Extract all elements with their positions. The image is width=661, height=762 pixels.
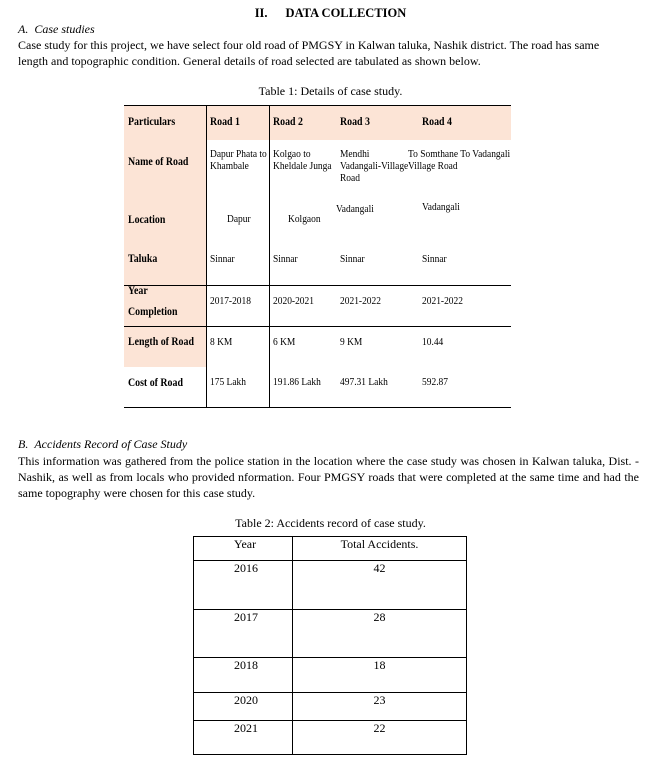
table2-total-cell: 28 <box>373 610 386 624</box>
section-number: II. <box>254 6 268 20</box>
table1-cell: Khambale <box>210 160 249 172</box>
table1-cell: Dapur <box>227 213 251 225</box>
table1-cell: Sinnar <box>210 253 235 265</box>
table2-header-cell: Year <box>234 537 257 551</box>
table1-cell: 2021-2022 <box>340 295 381 307</box>
table1-cell: Kheldale Junga <box>273 160 332 172</box>
paragraph-a-line: Case study for this project, we have select four old road of PMGSY in Kalwan taluka, Nashik district. The road has same <box>18 38 600 52</box>
table1-cell: Vadangali <box>422 201 460 213</box>
table1-header-cell: Road 2 <box>273 116 303 128</box>
table1-cell: 2020-2021 <box>273 295 314 307</box>
paragraph-a-line: length and topographic condition. General details of road selected are tabulated as shown below. <box>18 54 481 68</box>
table1-column-rule <box>206 105 207 408</box>
table1-cell: 592.87 <box>422 376 449 388</box>
table1-cell: Kolgao to <box>273 148 311 160</box>
table1-cell: Sinnar <box>273 253 298 265</box>
table2-year-cell: 2020 <box>234 693 258 707</box>
table1-row-label: Completion <box>128 306 178 318</box>
table2-total-cell: 22 <box>373 721 386 735</box>
table2-year-cell: 2018 <box>234 658 258 672</box>
table1-caption: Table 1: Details of case study. <box>258 84 403 98</box>
table1-cell: 8 KM <box>210 336 233 348</box>
table1-cell: 497.31 Lakh <box>340 376 388 388</box>
table1-row-label: Location <box>128 214 166 226</box>
table1-cell: 175 Lakh <box>210 376 246 388</box>
table1-cell: Village Road <box>408 160 458 172</box>
table1-rule <box>124 105 511 106</box>
paragraph-b-line: same topography were chosen for this case study. <box>18 486 256 500</box>
table1-row-label: Length of Road <box>128 336 194 348</box>
table1-cell: Road <box>340 172 360 184</box>
table1-shading <box>124 105 511 140</box>
table1-cell: Kolgaon <box>288 213 321 225</box>
table1-header-cell: Particulars <box>128 116 176 128</box>
paragraph-b-line: This information was gathered from the police station in the location where the case study was chosen in Kalwan taluka, Dist. - <box>18 454 639 468</box>
table1-row-label: Taluka <box>128 253 158 265</box>
table1-cell: To Somthane To Vadangali <box>408 148 511 160</box>
table2-total-cell: 18 <box>373 658 386 672</box>
table2-total-cell: 23 <box>373 693 386 707</box>
table2-year-cell: 2017 <box>234 610 258 624</box>
table1-rule <box>124 407 511 408</box>
table2-year-cell: 2016 <box>234 561 258 575</box>
subsection-a-title: Case studies <box>34 22 95 36</box>
table2-year-cell: 2021 <box>234 721 258 735</box>
paragraph-b-line: Nashik, as well as from locals who provided nformation. Four PMGSY roads that were completed at the same time and had the <box>18 470 639 484</box>
subsection-a-heading <box>18 22 95 37</box>
table1-cell: 6 KM <box>273 336 296 348</box>
table1-cell: 2017-2018 <box>210 295 251 307</box>
table2-header-cell: Total Accidents. <box>340 537 419 551</box>
section-title: DATA COLLECTION <box>285 6 407 20</box>
subsection-a-label: A. <box>18 22 29 36</box>
table1-rule <box>124 326 511 327</box>
paragraph-a <box>18 37 628 69</box>
table1-cell: Dapur Phata to <box>210 148 267 160</box>
table1-row-label: Cost of Road <box>128 377 183 389</box>
table1-rule <box>124 285 511 286</box>
table1-header-cell: Road 3 <box>340 116 370 128</box>
table2-total-cell: 42 <box>373 561 386 575</box>
table1-cell: Mendhi <box>340 148 370 160</box>
subsection-b-heading <box>18 437 187 452</box>
table2 <box>193 536 467 755</box>
table1-cell: Sinnar <box>340 253 365 265</box>
table1-row-label: Name of Road <box>128 156 189 168</box>
section-heading <box>0 6 661 21</box>
table1 <box>124 105 511 408</box>
table1-cell: 10.44 <box>422 336 444 348</box>
table1-column-rule <box>269 105 270 408</box>
table1-cell: Vadangali-Village <box>340 160 409 172</box>
table1-cell: 2021-2022 <box>422 295 463 307</box>
subsection-b-title: Accidents Record of Case Study <box>34 437 188 451</box>
table1-row-label: Year <box>128 285 148 297</box>
table1-cell: 191.86 Lakh <box>273 376 321 388</box>
paragraph-b <box>18 453 639 501</box>
table2-caption: Table 2: Accidents record of case study. <box>235 516 426 530</box>
table1-cell: 9 KM <box>340 336 363 348</box>
table1-header-cell: Road 4 <box>422 116 452 128</box>
subsection-b-label: B. <box>18 437 29 451</box>
table1-cell: Vadangali <box>336 203 374 215</box>
table1-header-cell: Road 1 <box>210 116 240 128</box>
table1-cell: Sinnar <box>422 253 447 265</box>
